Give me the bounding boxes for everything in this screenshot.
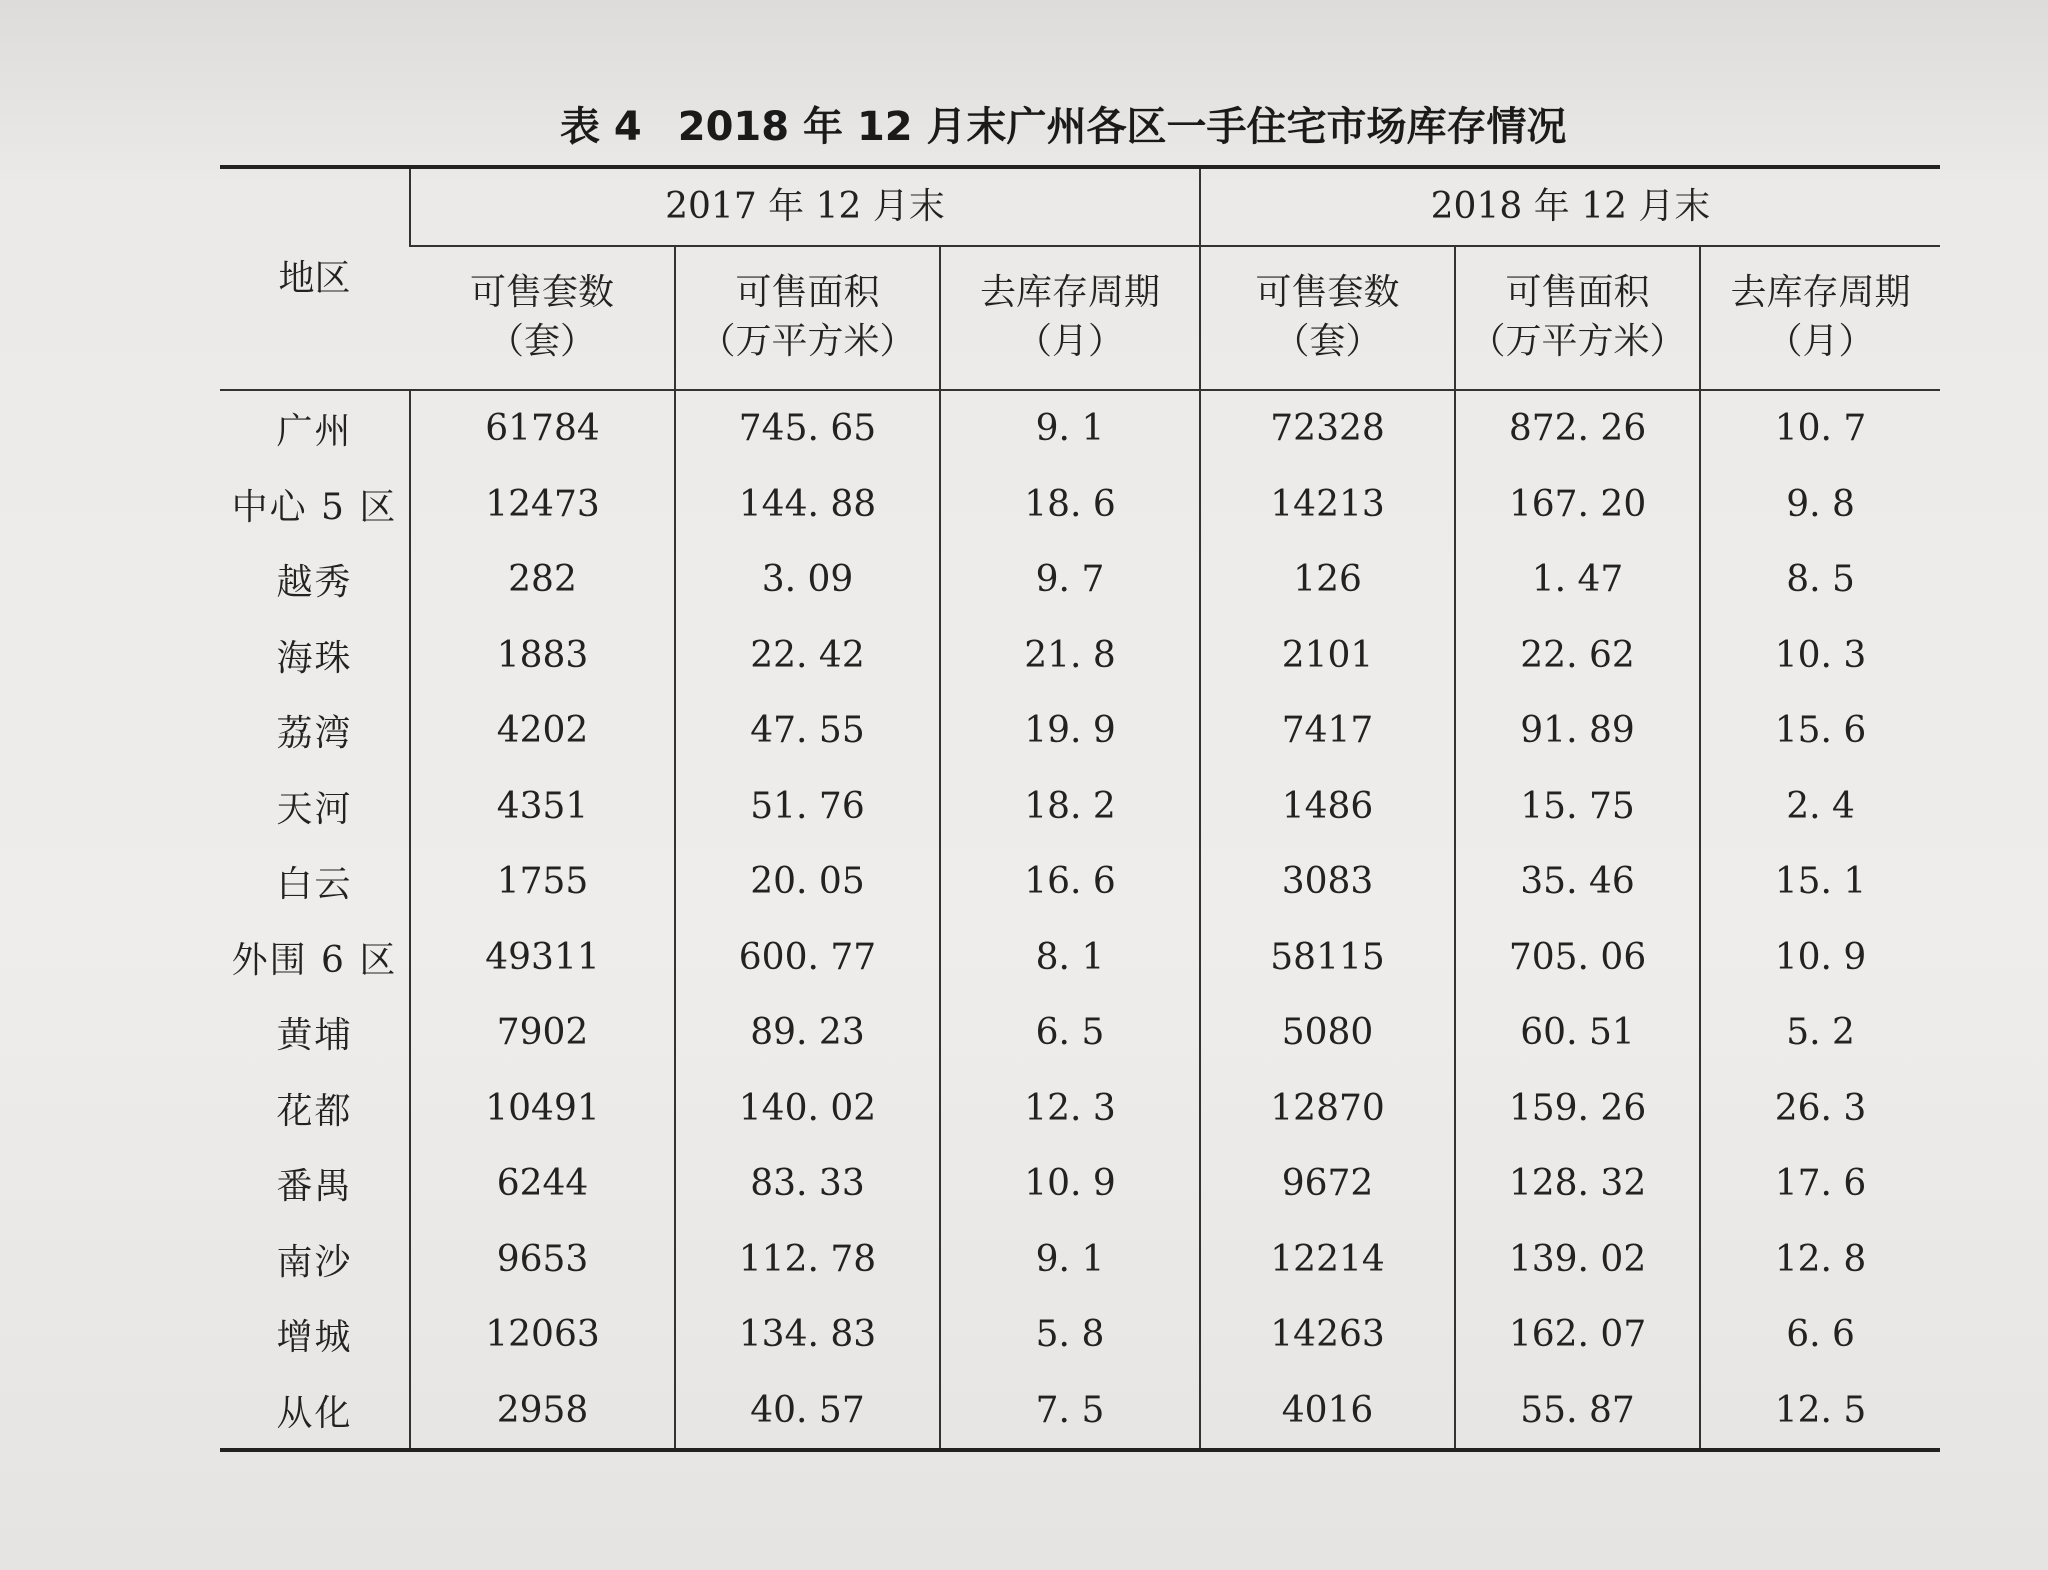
value-cell: 2. 4	[1700, 769, 1940, 845]
table-title: 2018 年 12 月末广州各区一手住宅市场库存情况	[677, 104, 1567, 150]
value-cell: 872. 26	[1455, 390, 1700, 467]
value-cell: 15. 1	[1700, 844, 1940, 920]
value-cell: 15. 75	[1455, 769, 1700, 845]
value-cell: 4202	[410, 693, 675, 769]
table-caption	[560, 95, 1567, 152]
value-cell: 55. 87	[1455, 1373, 1700, 1451]
value-cell: 10. 9	[940, 1146, 1200, 1222]
value-cell: 162. 07	[1455, 1297, 1700, 1373]
region-cell: 白云	[276, 864, 353, 906]
region-cell: 荔湾	[276, 713, 353, 755]
region-cell: 增城	[276, 1317, 353, 1359]
group-header-2018: 2018 年 12 月末	[1200, 167, 1940, 246]
column-unit: （套）	[487, 321, 596, 362]
value-cell: 128. 32	[1455, 1146, 1700, 1222]
value-cell: 745. 65	[675, 390, 940, 467]
value-cell: 60. 51	[1455, 995, 1700, 1071]
column-unit: （套）	[1273, 321, 1382, 362]
value-cell: 8. 1	[940, 920, 1200, 996]
value-cell: 112. 78	[675, 1222, 940, 1298]
table-row	[220, 390, 1940, 467]
value-cell: 4016	[1200, 1373, 1455, 1451]
value-cell: 22. 62	[1455, 618, 1700, 694]
table-row	[220, 542, 1940, 618]
value-cell: 18. 2	[940, 769, 1200, 845]
value-cell: 12. 8	[1700, 1222, 1940, 1298]
value-cell: 12214	[1200, 1222, 1455, 1298]
column-header	[1455, 246, 1700, 390]
region-cell: 番禺	[276, 1166, 353, 1208]
value-cell: 91. 89	[1455, 693, 1700, 769]
value-cell: 10491	[410, 1071, 675, 1147]
value-cell: 1. 47	[1455, 542, 1700, 618]
value-cell: 14263	[1200, 1297, 1455, 1373]
bleed-through-text	[200, 8, 2018, 48]
value-cell: 12473	[410, 467, 675, 543]
value-cell: 4351	[410, 769, 675, 845]
column-unit: （万平方米）	[699, 321, 916, 362]
value-cell: 40. 57	[675, 1373, 940, 1451]
value-cell: 9. 7	[940, 542, 1200, 618]
region-cell: 从化	[220, 1373, 410, 1451]
table-row	[220, 995, 1940, 1071]
value-cell: 58115	[1200, 920, 1455, 996]
column-label: 去库存周期	[1730, 272, 1911, 314]
value-cell: 600. 77	[675, 920, 940, 996]
value-cell: 14213	[1200, 467, 1455, 543]
column-label: 可售套数	[1255, 272, 1400, 314]
value-cell: 134. 83	[675, 1297, 940, 1373]
value-cell: 705. 06	[1455, 920, 1700, 996]
column-label: 可售套数	[469, 272, 614, 314]
value-cell: 139. 02	[1455, 1222, 1700, 1298]
region-cell: 越秀	[276, 562, 353, 604]
column-header	[675, 246, 940, 390]
value-cell: 26. 3	[1700, 1071, 1940, 1147]
column-header	[1700, 246, 1940, 390]
table-row	[220, 1146, 1940, 1222]
value-cell: 15. 6	[1700, 693, 1940, 769]
column-header	[410, 246, 675, 390]
value-cell: 72328	[1200, 390, 1455, 467]
value-cell: 3. 09	[675, 542, 940, 618]
table-number: 表 4	[560, 104, 642, 150]
value-cell: 22. 42	[675, 618, 940, 694]
value-cell: 12. 5	[1700, 1373, 1940, 1451]
table-row	[220, 1373, 1940, 1451]
value-cell: 3083	[1200, 844, 1455, 920]
value-cell: 7902	[410, 995, 675, 1071]
group-header-2017: 2017 年 12 月末	[410, 167, 1200, 246]
value-cell: 144. 88	[675, 467, 940, 543]
column-label: 可售面积	[735, 272, 880, 314]
table-row	[220, 693, 1940, 769]
value-cell: 5. 8	[940, 1297, 1200, 1373]
value-cell: 51. 76	[675, 769, 940, 845]
value-cell: 17. 6	[1700, 1146, 1940, 1222]
value-cell: 10. 7	[1700, 390, 1940, 467]
value-cell: 61784	[410, 390, 675, 467]
value-cell: 9672	[1200, 1146, 1455, 1222]
value-cell: 19. 9	[940, 693, 1200, 769]
value-cell: 9653	[410, 1222, 675, 1298]
column-label: 可售面积	[1505, 272, 1650, 314]
region-cell: 外围 6 区	[231, 939, 398, 981]
value-cell: 6244	[410, 1146, 675, 1222]
value-cell: 7417	[1200, 693, 1455, 769]
value-cell: 7. 5	[940, 1373, 1200, 1451]
column-label: 去库存周期	[980, 272, 1161, 314]
value-cell: 89. 23	[675, 995, 940, 1071]
value-cell: 18. 6	[940, 467, 1200, 543]
table-row	[220, 920, 1940, 996]
value-cell: 282	[410, 542, 675, 618]
value-cell: 2958	[410, 1373, 675, 1451]
region-cell: 中心 5 区	[231, 486, 398, 528]
column-header	[940, 246, 1200, 390]
value-cell: 159. 26	[1455, 1071, 1700, 1147]
value-cell: 16. 6	[940, 844, 1200, 920]
region-header: 地区	[220, 167, 410, 390]
value-cell: 140. 02	[675, 1071, 940, 1147]
table-row	[220, 618, 1940, 694]
value-cell: 6. 5	[940, 995, 1200, 1071]
value-cell: 9. 1	[940, 390, 1200, 467]
value-cell: 35. 46	[1455, 844, 1700, 920]
value-cell: 49311	[410, 920, 675, 996]
region-cell: 广州	[276, 411, 353, 453]
value-cell: 1755	[410, 844, 675, 920]
value-cell: 10. 9	[1700, 920, 1940, 996]
value-cell: 1486	[1200, 769, 1455, 845]
column-header	[1200, 246, 1455, 390]
value-cell: 126	[1200, 542, 1455, 618]
region-cell: 花都	[276, 1090, 353, 1132]
value-cell: 5080	[1200, 995, 1455, 1071]
column-unit: （万平方米）	[1469, 321, 1686, 362]
value-cell: 12063	[410, 1297, 675, 1373]
column-unit: （月）	[1766, 321, 1875, 362]
table-row	[220, 467, 1940, 543]
value-cell: 9. 8	[1700, 467, 1940, 543]
table-row	[220, 1222, 1940, 1298]
value-cell: 2101	[1200, 618, 1455, 694]
table-row	[220, 1071, 1940, 1147]
value-cell: 83. 33	[675, 1146, 940, 1222]
value-cell: 47. 55	[675, 693, 940, 769]
value-cell: 9. 1	[940, 1222, 1200, 1298]
column-unit: （月）	[1016, 321, 1125, 362]
value-cell: 12. 3	[940, 1071, 1200, 1147]
table-row	[220, 769, 1940, 845]
value-cell: 1883	[410, 618, 675, 694]
value-cell: 10. 3	[1700, 618, 1940, 694]
value-cell: 8. 5	[1700, 542, 1940, 618]
value-cell: 20. 05	[675, 844, 940, 920]
value-cell: 21. 8	[940, 618, 1200, 694]
table-row	[220, 844, 1940, 920]
region-cell: 天河	[276, 788, 353, 830]
region-cell: 海珠	[276, 637, 353, 679]
table-row	[220, 1297, 1940, 1373]
inventory-table	[220, 165, 1940, 1452]
region-cell: 南沙	[276, 1241, 353, 1283]
value-cell: 167. 20	[1455, 467, 1700, 543]
value-cell: 6. 6	[1700, 1297, 1940, 1373]
value-cell: 5. 2	[1700, 995, 1940, 1071]
region-cell: 黄埔	[276, 1015, 353, 1057]
value-cell: 12870	[1200, 1071, 1455, 1147]
